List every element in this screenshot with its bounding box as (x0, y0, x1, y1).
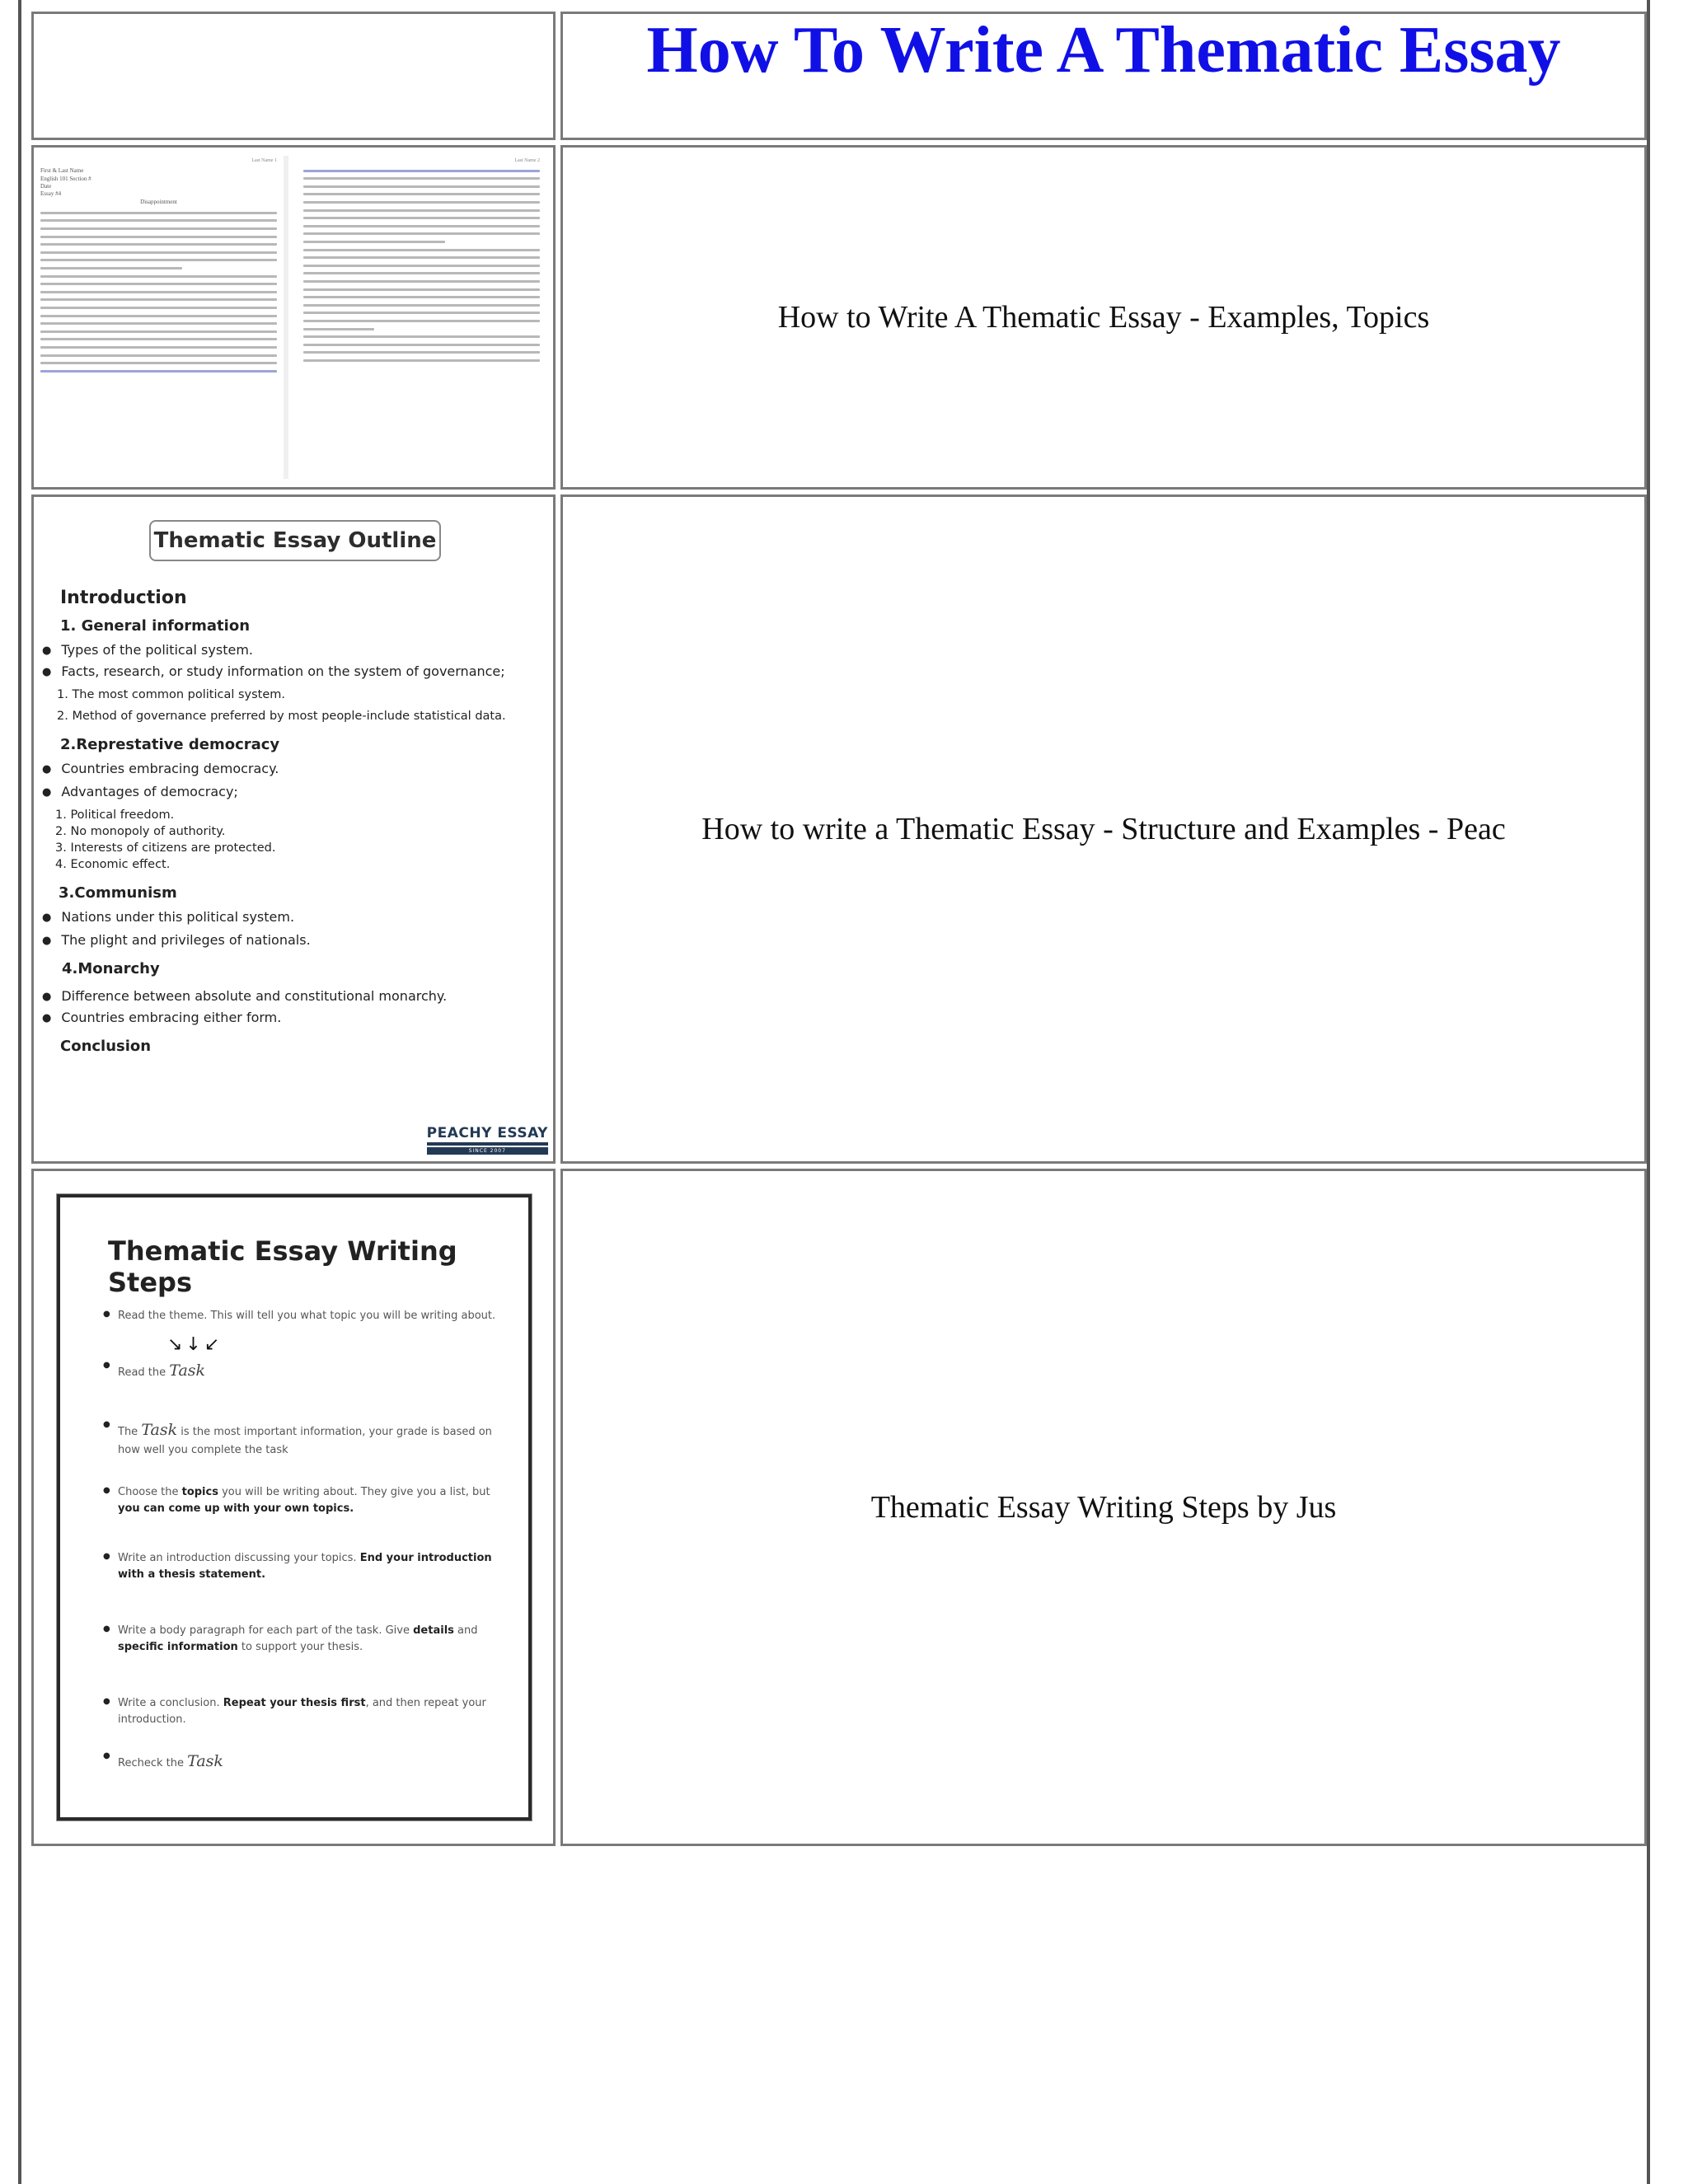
outline-numbered: 2. No monopoly of authority. (55, 825, 226, 838)
table-row (31, 1169, 1647, 1846)
outline-bullet: ● Advantages of democracy; (42, 784, 238, 799)
result-caption[interactable]: How to Write A Thematic Essay - Examples, Topics (777, 300, 1430, 335)
steps-frame (57, 1194, 532, 1821)
outline-title: Thematic Essay Outline (149, 520, 441, 561)
essay-page-1 (40, 156, 288, 479)
thumbnail-cell[interactable] (31, 1169, 556, 1846)
step-item: ● Write a body paragraph for each part of the task. Give details and specific information to support your thesis. (118, 1623, 505, 1655)
step-item: ● Recheck the Task (118, 1750, 505, 1774)
brand-name: PEACHY ESSAY (426, 1125, 548, 1141)
step-item: ● Choose the topics you will be writing about. They give you a list, but you can come up with your own topics. (118, 1484, 505, 1516)
outline-numbered: 4. Economic effect. (55, 858, 171, 871)
outline-numbered: 3. Interests of citizens are protected. (55, 841, 276, 855)
outline-bullet: ● Nations under this political system. (42, 909, 294, 925)
outline-introduction: Introduction (60, 588, 187, 608)
arrows-icon: ↘↓↙ (167, 1334, 223, 1355)
outline-conclusion: Conclusion (60, 1038, 152, 1055)
result-caption[interactable]: How to write a Thematic Essay - Structure and Examples - Peac (701, 812, 1506, 846)
step-item: ● Read the Task (118, 1359, 505, 1383)
essay-heading-line: Date (40, 182, 52, 190)
outline-thumbnail[interactable] (34, 497, 553, 1161)
thumbnail-cell[interactable] (31, 494, 556, 1164)
caption-cell (560, 494, 1647, 1164)
thumbnail-cell[interactable] (31, 145, 556, 490)
essay-heading-line: English 101 Section # (40, 175, 91, 182)
essay-heading-line: Essay #4 (40, 190, 62, 198)
outline-bullet: ● Types of the political system. (42, 642, 253, 658)
outline-section-heading: 1. General information (60, 617, 251, 635)
table-row (31, 145, 1647, 490)
results-table (26, 7, 1652, 1851)
essay-heading-line: First & Last Name (40, 167, 84, 175)
outline-bullet: ● Difference between absolute and constitutional monarchy. (42, 988, 447, 1004)
outline-numbered: 1. The most common political system. (57, 688, 286, 701)
header-title-cell (560, 12, 1647, 140)
outline-bullet: ● Countries embracing either form. (42, 1010, 281, 1025)
brand-sub: SINCE 2007 (427, 1147, 548, 1155)
step-item: ● Write a conclusion. Repeat your thesis first, and then repeat your introduction. (118, 1695, 505, 1727)
header-empty-cell (31, 12, 556, 140)
steps-title: Thematic Essay Writing Steps (108, 1235, 457, 1298)
essay-page-header: Last Name 2 (514, 158, 540, 163)
outline-numbered: 1. Political freedom. (55, 808, 175, 822)
outline-section-heading: 2.Represtative democracy (60, 736, 280, 753)
result-caption[interactable]: Thematic Essay Writing Steps by Jus (870, 1490, 1337, 1525)
table-row (31, 494, 1647, 1164)
outline-section-heading: 3.Communism (59, 884, 177, 902)
peachy-essay-logo (427, 1125, 548, 1155)
outline-bullet: ● Facts, research, or study information on the system of governance; (42, 663, 505, 679)
essay-thumbnail[interactable] (34, 152, 553, 482)
page-title: How To Write A Thematic Essay (646, 14, 1561, 87)
steps-thumbnail[interactable] (34, 1171, 553, 1844)
step-item: ● The Task is the most important information, your grade is based on how well you complete the task (118, 1418, 505, 1458)
caption-cell (560, 145, 1647, 490)
step-item: ● Read the theme. This will tell you what topic you will be writing about. (118, 1308, 505, 1324)
header-row (31, 12, 1647, 140)
outline-bullet: ● Countries embracing democracy. (42, 761, 279, 776)
essay-page-header: Last Name 1 (251, 158, 277, 163)
outline-bullet: ● The plight and privileges of nationals. (42, 932, 311, 948)
essay-title: Disappointment (140, 198, 177, 205)
outline-numbered: 2. Method of governance preferred by most people-include statistical data. (57, 710, 506, 723)
outline-section-heading: 4.Monarchy (62, 960, 160, 977)
step-item: ● Write an introduction discussing your topics. End your introduction with a thesis statement. (118, 1550, 505, 1582)
essay-page-2 (303, 156, 546, 479)
caption-cell (560, 1169, 1647, 1846)
